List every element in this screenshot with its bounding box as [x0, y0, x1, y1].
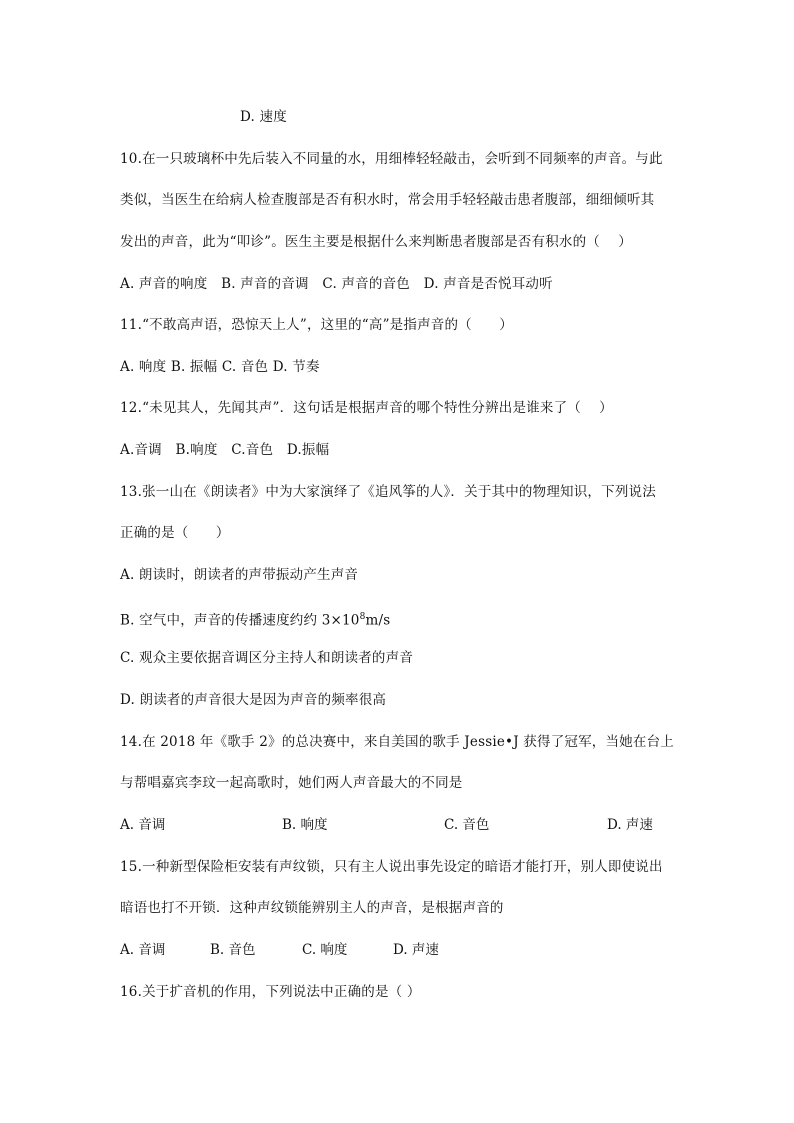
- q15-option-d: D. 声速: [393, 942, 439, 958]
- q14-stem-line2: 与帮唱嘉宾李玟一起高歌时，她们两人声音最大的不同是: [120, 775, 463, 791]
- q13-option-b: [120, 607, 390, 631]
- q12-stem: 12.“未见其人，先闻其声”．这句话是根据声音的哪个特性分辨出是谁来了（ ）: [120, 400, 613, 416]
- q13-option-d: D. 朗读者的声音很大是因为声音的频率很高: [120, 692, 387, 708]
- q12-options: A.音调 B.响度 C.音色 D.振幅: [120, 442, 330, 458]
- q10-stem-line2: 类似，当医生在给病人检查腹部是否有积水时，常会用手轻轻敲击患者腹部，细细倾听其: [120, 192, 655, 208]
- q14-option-d: D. 声速: [607, 817, 653, 833]
- q15-option-b: B. 音色: [210, 942, 256, 958]
- q13-stem-line2: 正确的是（ ）: [120, 525, 230, 541]
- q11-options: A. 响度 B. 振幅 C. 音色 D. 节奏: [120, 359, 320, 375]
- q15-stem-line2: 暗语也打不开锁．这种声纹锁能辨别主人的声音，是根据声音的: [120, 900, 504, 916]
- q13-option-c: C. 观众主要依据音调区分主持人和朗读者的声音: [120, 650, 414, 666]
- q14-stem-line1: 14.在 2018 年《歌手 2》的总决赛中，来自美国的歌手 Jessie•J 获得了冠军，当她在台上: [120, 734, 675, 750]
- q13-option-a: A. 朗读时，朗读者的声带振动产生声音: [120, 567, 359, 583]
- q14-option-a: A. 音调: [120, 817, 166, 833]
- q10-stem-line3: 发出的声音，此为“叩诊”。医生主要是根据什么来判断患者腹部是否有积水的（ ）: [120, 234, 632, 250]
- q11-stem: 11.“不敢高声语，恐惊天上人”，这里的“高”是指声音的（ ）: [120, 317, 513, 333]
- q9-option-d: D. 速度: [240, 109, 287, 125]
- q15-option-a: A. 音调: [120, 942, 166, 958]
- q16-stem: 16.关于扩音机的作用，下列说法中正确的是（ ）: [120, 984, 421, 1000]
- q10-stem-line1: 10.在一只玻璃杯中先后装入不同量的水，用细棒轻轻敲击，会听到不同频率的声音。与此: [120, 151, 663, 167]
- q13-stem-line1: 13.张一山在《朗读者》中为大家演绎了《追风筝的人》．关于其中的物理知识，下列说法: [120, 484, 656, 500]
- q15-option-c: C. 响度: [302, 942, 348, 958]
- q10-options: A. 声音的响度 B. 声音的音调 C. 声音的音色 D. 声音是否悦耳动听: [120, 276, 553, 292]
- q15-stem-line1: 15.一种新型保险柜安装有声纹锁，只有主人说出事先设定的暗语才能打开，别人即使说出: [120, 859, 663, 875]
- q14-option-c: C. 音色: [444, 817, 490, 833]
- q14-option-b: B. 响度: [282, 817, 328, 833]
- q13-option-b-unit: m/s: [365, 612, 391, 629]
- q13-option-b-exponent: 8: [359, 612, 366, 622]
- q13-option-b-text: B. 空气中，声音的传播速度约约 3×10: [120, 612, 360, 629]
